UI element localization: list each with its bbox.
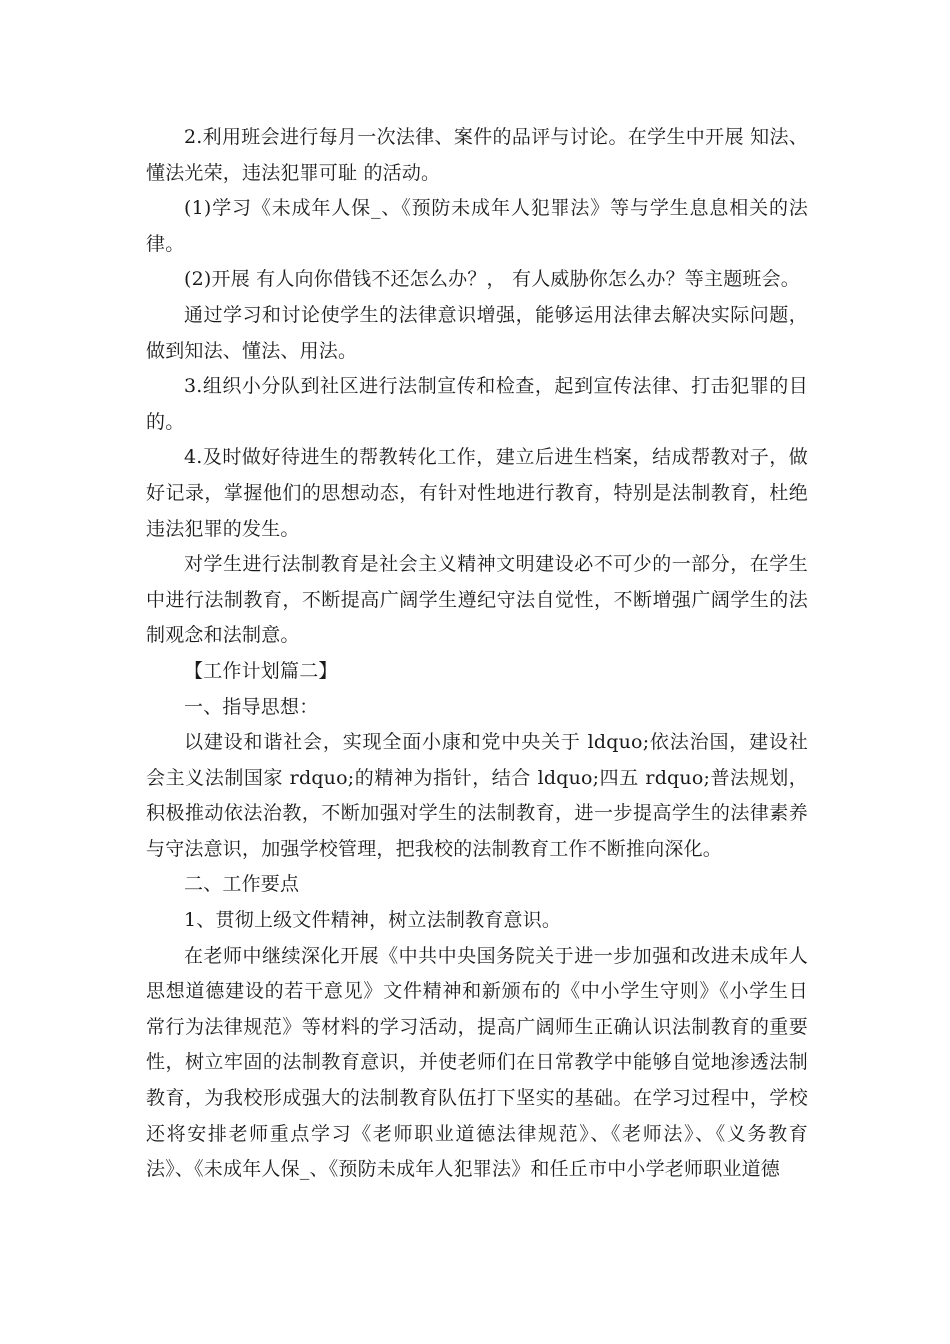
paragraph-guiding-ideology: 以建设和谐社会，实现全面小康和党中央关于 ldquo;依法治国，建设社会主义法制国家 rdquo;的精神为指针，结合 ldquo;四五 rdquo;普法规划，积极推动依法治教，不断加强对学生的法制教育，进一步提高学生的法律素养与守法意识，加强学校管理，把我校的法制教育工作不断推向深化。 bbox=[146, 731, 808, 860]
paragraph-legal-awareness: 通过学习和讨论使学生的法律意识增强，能够运用法律去解决实际问题，做到知法、懂法、用法。 bbox=[146, 303, 808, 362]
paragraph-student-support: 4.及时做好待进生的帮教转化工作，建立后进生档案，结成帮教对子，做好记录，掌握他们的思想动态，有针对性地进行教育，特别是法制教育，杜绝违法犯罪的发生。 bbox=[146, 446, 808, 540]
paragraph-class-meeting: 2.利用班会进行每月一次法律、案件的品评与讨论。在学生中开展 知法、懂法光荣，违法犯罪可耻 的活动。 bbox=[146, 126, 808, 184]
paragraph-conclusion: 对学生进行法制教育是社会主义精神文明建设必不可少的一部分，在学生中进行法制教育，不断提高广阔学生遵纪守法自觉性，不断增强广阔学生的法制观念和法制意。 bbox=[146, 553, 808, 647]
heading-guiding-ideology: 一、指导思想： bbox=[184, 695, 319, 718]
heading-work-points: 二、工作要点 bbox=[184, 873, 300, 896]
paragraph-implement-documents: 1、贯彻上级文件精神，树立法制教育意识。 bbox=[184, 909, 562, 932]
paragraph-study-laws: (1)学习《未成年人保_、《预防未成年人犯罪法》等与学生息息相关的法律。 bbox=[146, 197, 808, 255]
document-body bbox=[146, 120, 808, 1188]
paragraph-theme-meetings: (2)开展 有人向你借钱不还怎么办？， 有人威胁你怎么办？等主题班会。 bbox=[184, 268, 800, 291]
section-title-plan-two: 【工作计划篇二】 bbox=[184, 659, 338, 682]
paragraph-teacher-study: 在老师中继续深化开展《中共中央国务院关于进一步加强和改进未成年人思想道德建设的若干意见》文件精神和新颁布的《中小学生守则》《小学生日常行为法律规范》等材料的学习活动，提高广阔师生正确认识法制教育的重要性，树立牢固的法制教育意识，并使老师们在日常教学中能够自觉地渗透法制教育，为我校形成强大的法制教育队伍打下坚实的基础。在学习过程中，学校还将安排老师重点学习《老师职业道德法律规范》、《老师法》、《义务教育法》、《未成年人保_、《预防未成年人犯罪法》和任丘市中小学老师职业道德 bbox=[146, 944, 808, 1181]
paragraph-community-team: 3.组织小分队到社区进行法制宣传和检查，起到宣传法律、打击犯罪的目的。 bbox=[146, 375, 808, 433]
